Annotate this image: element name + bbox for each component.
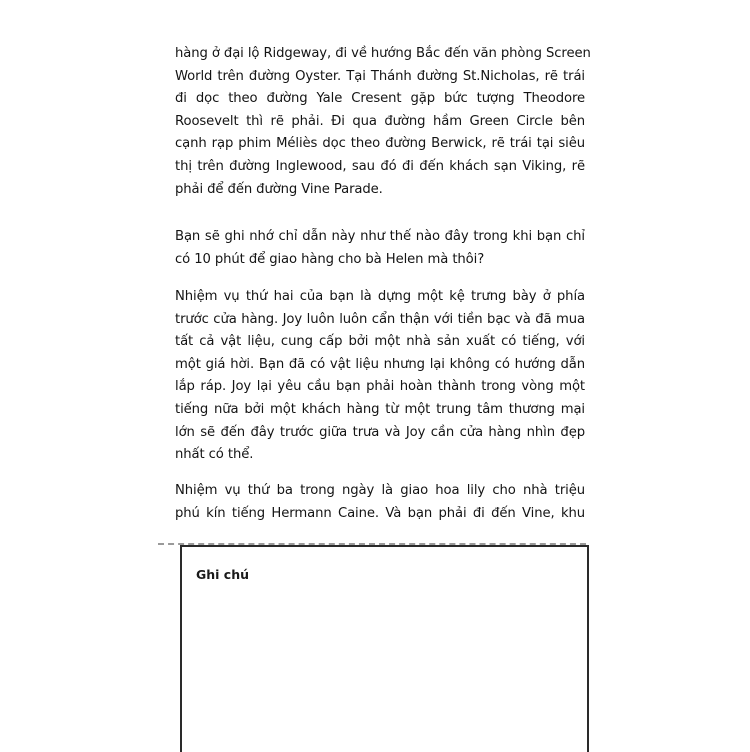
text-line: có 10 phút để giao hàng cho bà Helen mà thôi?	[175, 251, 485, 267]
text-line: World trên đường Oyster. Tại Thánh đường St.Nicholas, rẽ trái	[175, 68, 585, 84]
text-line: tất cả vật liệu, cung cấp bởi một nhà sản xuất có tiếng, với	[175, 334, 585, 350]
note-title: Ghi chú	[196, 567, 250, 582]
paragraph-third-task	[175, 480, 585, 525]
text-line: Roosevelt thì rẽ phải. Đi qua đường hầm Green Circle bên	[175, 113, 585, 129]
text-line: hàng ở đại lộ Ridgeway, đi về hướng Bắc đến văn phòng Screen	[175, 46, 591, 61]
text-line: phải để đến đường Vine Parade.	[175, 181, 383, 197]
text-line: đi dọc theo đường Yale Cresent gặp bức tượng Theodore	[175, 91, 585, 107]
note-box	[180, 545, 589, 752]
text-line: trước cửa hàng. Joy luôn luôn cẩn thận với tiền bạc và đã mua	[175, 311, 585, 327]
text-line: lớn sẽ đến đây trước giữa trưa và Joy cần cửa hàng nhìn đẹp	[175, 424, 585, 440]
text-line: lắp ráp. Joy lại yêu cầu bạn phải hoàn thành trong vòng một	[175, 379, 585, 395]
text-line: cạnh rạp phim Méliès dọc theo đường Berwick, rẽ trái tại siêu	[175, 136, 585, 152]
text-line: Nhiệm vụ thứ hai của bạn là dựng một kệ trưng bày ở phía	[175, 289, 585, 304]
text-line: Nhiệm vụ thứ ba trong ngày là giao hoa lily cho nhà triệu	[175, 483, 585, 498]
paragraph-directions	[175, 43, 591, 201]
text-line: phú kín tiếng Hermann Caine. Và bạn phải đi đến Vine, khu	[175, 505, 585, 521]
paragraph-question	[175, 226, 585, 271]
text-line: nhất có thể.	[175, 447, 254, 463]
text-line: Bạn sẽ ghi nhớ chỉ dẫn này như thế nào đây trong khi bạn chỉ	[175, 229, 585, 244]
text-line: thị trên đường Inglewood, sau đó đi đến khách sạn Viking, rẽ	[175, 158, 585, 174]
paragraph-second-task	[175, 286, 585, 467]
text-line: một giá hời. Bạn đã có vật liệu nhưng lại không có hướng dẫn	[175, 356, 585, 372]
text-line: tiếng nữa bởi một khách hàng từ một trung tâm thương mại	[175, 401, 585, 417]
